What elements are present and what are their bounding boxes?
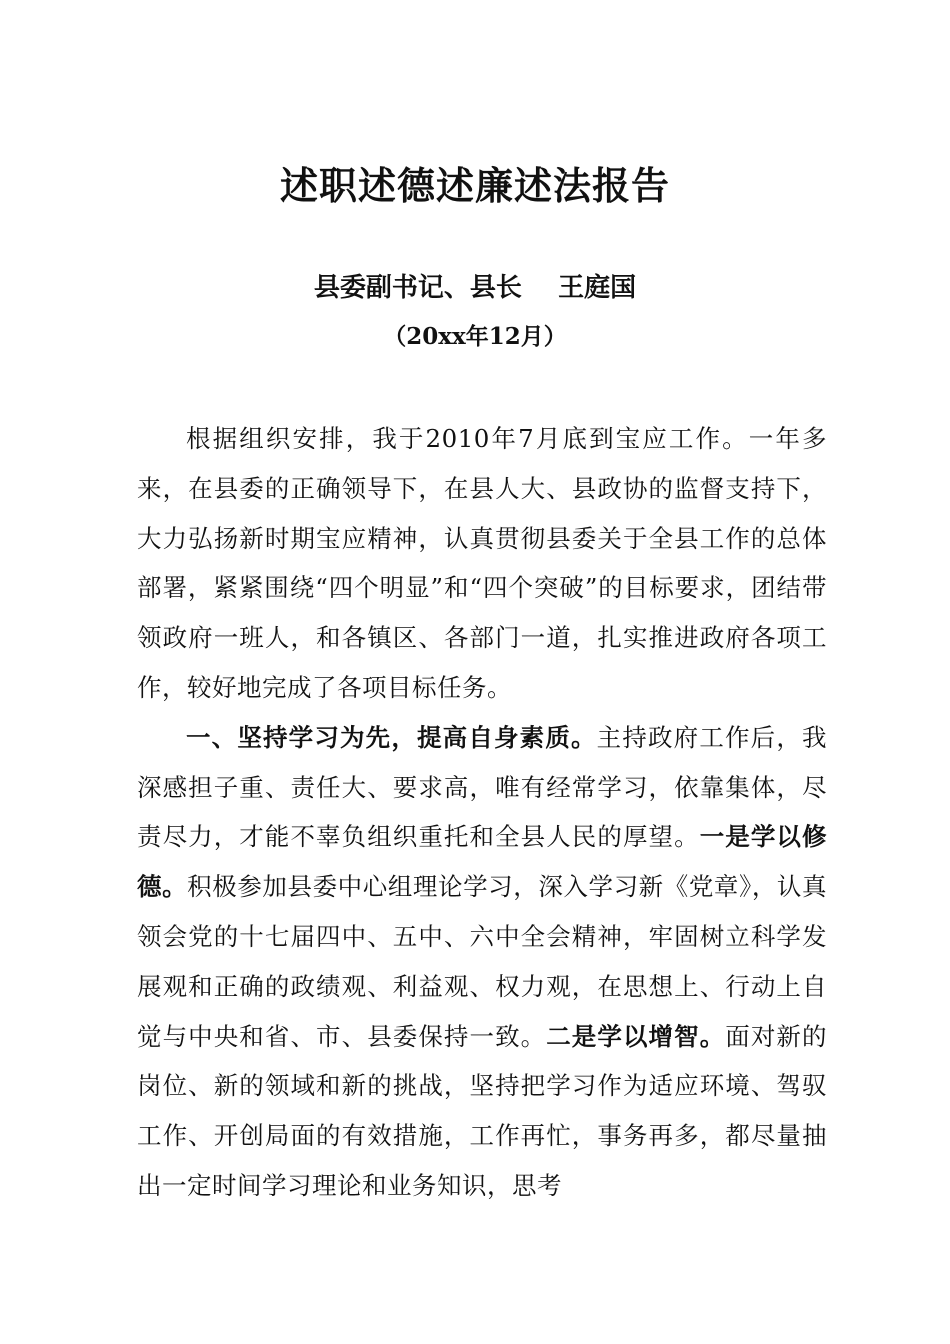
document-title: 述职述德述廉述法报告 bbox=[279, 163, 670, 208]
sub-point-one-text: 积极参加县委中心组理论学习，深入学习新《党章》，认真领会党的十七届四中、五中、六中全会精神，牢固树立科学发展观和正确的政绩观、利益观、权力观，在思想上、行动上自觉与中央和省、市、县委保持一致。 bbox=[137, 872, 828, 1051]
author-line: 县委副书记、县长 王庭国 bbox=[313, 273, 637, 303]
intro-paragraph bbox=[137, 414, 827, 713]
document-body bbox=[137, 414, 827, 1211]
section-one-paragraph bbox=[137, 713, 827, 1211]
date-line: （20xx年12月） bbox=[383, 323, 567, 350]
section-one-text: 主持政府工作后，我深感担子重、责任大、要求高，唯有经常学习，依靠集体，尽责尽力，才能不辜负组织重托和全县人民的厚望。 bbox=[137, 722, 828, 852]
section-one-heading: 一、坚持学习为先，提高自身素质。 bbox=[186, 722, 597, 752]
sub-point-two-text: 面对新的岗位、新的领域和新的挑战，坚持把学习作为适应环境、驾驭工作、开创局面的有效措施，工作再忙，事务再多，都尽量抽出一定时间学习理论和业务知识，思考 bbox=[137, 1021, 828, 1200]
sub-point-one-heading: 一是学以修德。 bbox=[137, 822, 828, 902]
intro-text: 根据组织安排，我于2010年7月底到宝应工作。一年多来，在县委的正确领导下，在县人大、县政协的监督支持下，大力弘扬新时期宝应精神，认真贯彻县委关于全县工作的总体部署，紧紧围绕“四个明显”和“四个突破”的目标要求，团结带领政府一班人，和各镇区、各部门一道，扎实推进政府各项工作，较好地完成了各项目标任务。 bbox=[137, 424, 827, 702]
sub-point-two-heading: 二是学以增智。 bbox=[546, 1021, 726, 1051]
